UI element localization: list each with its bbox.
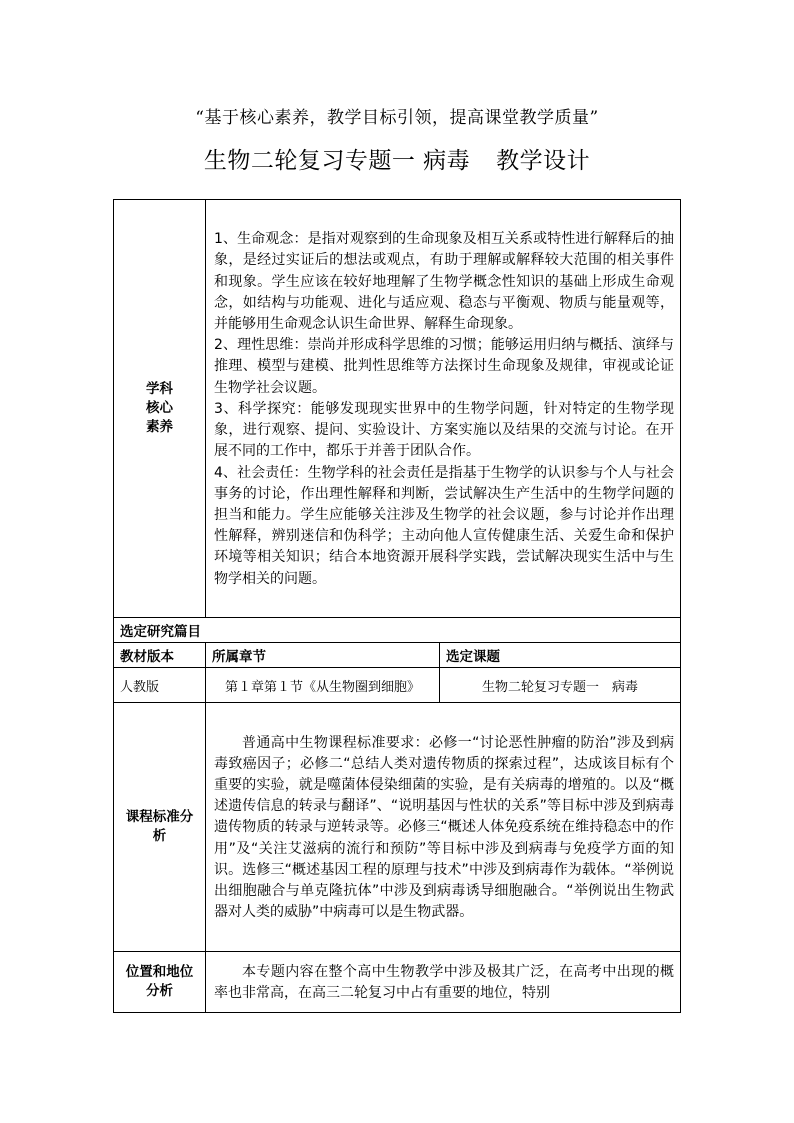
literacy-label-line: 学科 bbox=[146, 381, 173, 397]
position-row bbox=[114, 952, 681, 1013]
selection-section-label: 选定研究篇目 bbox=[114, 618, 681, 643]
literacy-content bbox=[206, 200, 681, 618]
col-edition-header: 教材版本 bbox=[114, 643, 206, 668]
literacy-label-line: 素养 bbox=[146, 419, 173, 435]
motto: “基于核心素养，教学目标引领，提高课堂教学质量” bbox=[195, 108, 599, 128]
selection-value-row bbox=[114, 668, 681, 703]
title-suffix: 教学设计 bbox=[496, 148, 591, 174]
chapter-value: 第１章第１节《从生物圈到细胞》 bbox=[206, 668, 440, 703]
lesson-design-table bbox=[113, 199, 681, 1013]
position-label-line: 位置和地位 bbox=[125, 964, 194, 981]
literacy-paragraph: 4、社会责任：生物学科的社会责任是指基于生物学的认识参与个人与社会事务的讨论，作出理性解释和判断，尝试解决生产生活中的生物学问题的担当和能力。学生应能够关注涉及生物学的社会议题，参与讨论并作出理性解释，辨别迷信和伪科学；主动向他人宣传健康生活、关爱生命和保护环境等相关知识；结合本地资源开展科学实践，尝试解决现实生活中与生物学相关的问题。 bbox=[214, 464, 674, 587]
position-label-line: 分析 bbox=[146, 983, 173, 1000]
standard-row bbox=[114, 703, 681, 952]
literacy-paragraph: 3、科学探究：能够发现现实世界中的生物学问题，针对特定的生物学现象，进行观察、提问、实验设计、方案实施以及结果的交流与讨论。在开展不同的工作中，都乐于并善于团队合作。 bbox=[214, 400, 674, 460]
standard-label-line: 课程标准分 bbox=[125, 809, 194, 825]
col-chapter-header: 所属章节 bbox=[206, 643, 440, 668]
literacy-label bbox=[114, 200, 206, 618]
page-title bbox=[0, 142, 794, 175]
standard-label bbox=[114, 703, 206, 952]
literacy-paragraph: 1、生命观念：是指对观察到的生命现象及相互关系或特性进行解释后的抽象，是经过实证后的想法或观点，有助于理解或解释较大范围的相关事件和现象。学生应该在较好地理解了生物学概念性知识的基础上形成生命观念，如结构与功能观、进化与适应观、稳态与平衡观、物质与能量观等，并能够用生命观念认识生命世界、解释生命现象。 bbox=[214, 231, 674, 333]
literacy-label-line: 核心 bbox=[146, 400, 173, 416]
title-main: 生物二轮复习专题一 病毒 bbox=[203, 148, 471, 174]
position-paragraph: 本专题内容在整个高中生物教学中涉及极其广泛，在高考中出现的概率也非常高，在高三二轮复习中占有重要的地位，特别 bbox=[214, 964, 674, 1002]
literacy-paragraph: 2、理性思维：崇尚并形成科学思维的习惯；能够运用归纳与概括、演绎与推理、模型与建模、批判性思维等方法探讨生命现象及规律，审视或论证生物学社会议题。 bbox=[214, 337, 674, 396]
topic-value: 生物二轮复习专题一 病毒 bbox=[440, 668, 681, 703]
selection-header-row bbox=[114, 643, 681, 668]
selection-section-row bbox=[114, 618, 681, 643]
standard-content bbox=[206, 703, 681, 952]
position-label bbox=[114, 952, 206, 1013]
col-topic-header: 选定课题 bbox=[440, 643, 681, 668]
edition-value: 人教版 bbox=[114, 668, 206, 703]
position-content bbox=[206, 952, 681, 1013]
standard-paragraph: 普通高中生物课程标准要求：必修一“讨论恶性肿瘤的防治”涉及到病毒致癌因子；必修二“总结人类对遗传物质的探索过程”，达成该目标有个重要的实验，就是噬菌体侵染细菌的实验，是有关病毒的增殖的。以及“概述遗传信息的转录与翻译”、“说明基因与性状的关系”等目标中涉及到病毒遗传物质的转录与逆转录等。必修三“概述人体免疫系统在维持稳态中的作用”及“关注艾滋病的流行和预防”等目标中涉及到病毒与免疫学方面的知识。选修三“概述基因工程的原理与技术”中涉及到病毒作为载体。“举例说出细胞融合与单克隆抗体”中涉及到病毒诱导细胞融合。“举例说出生物武器对人类的威胁”中病毒可以是生物武器。 bbox=[214, 734, 674, 921]
standard-label-line: 析 bbox=[152, 828, 167, 844]
literacy-row bbox=[114, 200, 681, 618]
